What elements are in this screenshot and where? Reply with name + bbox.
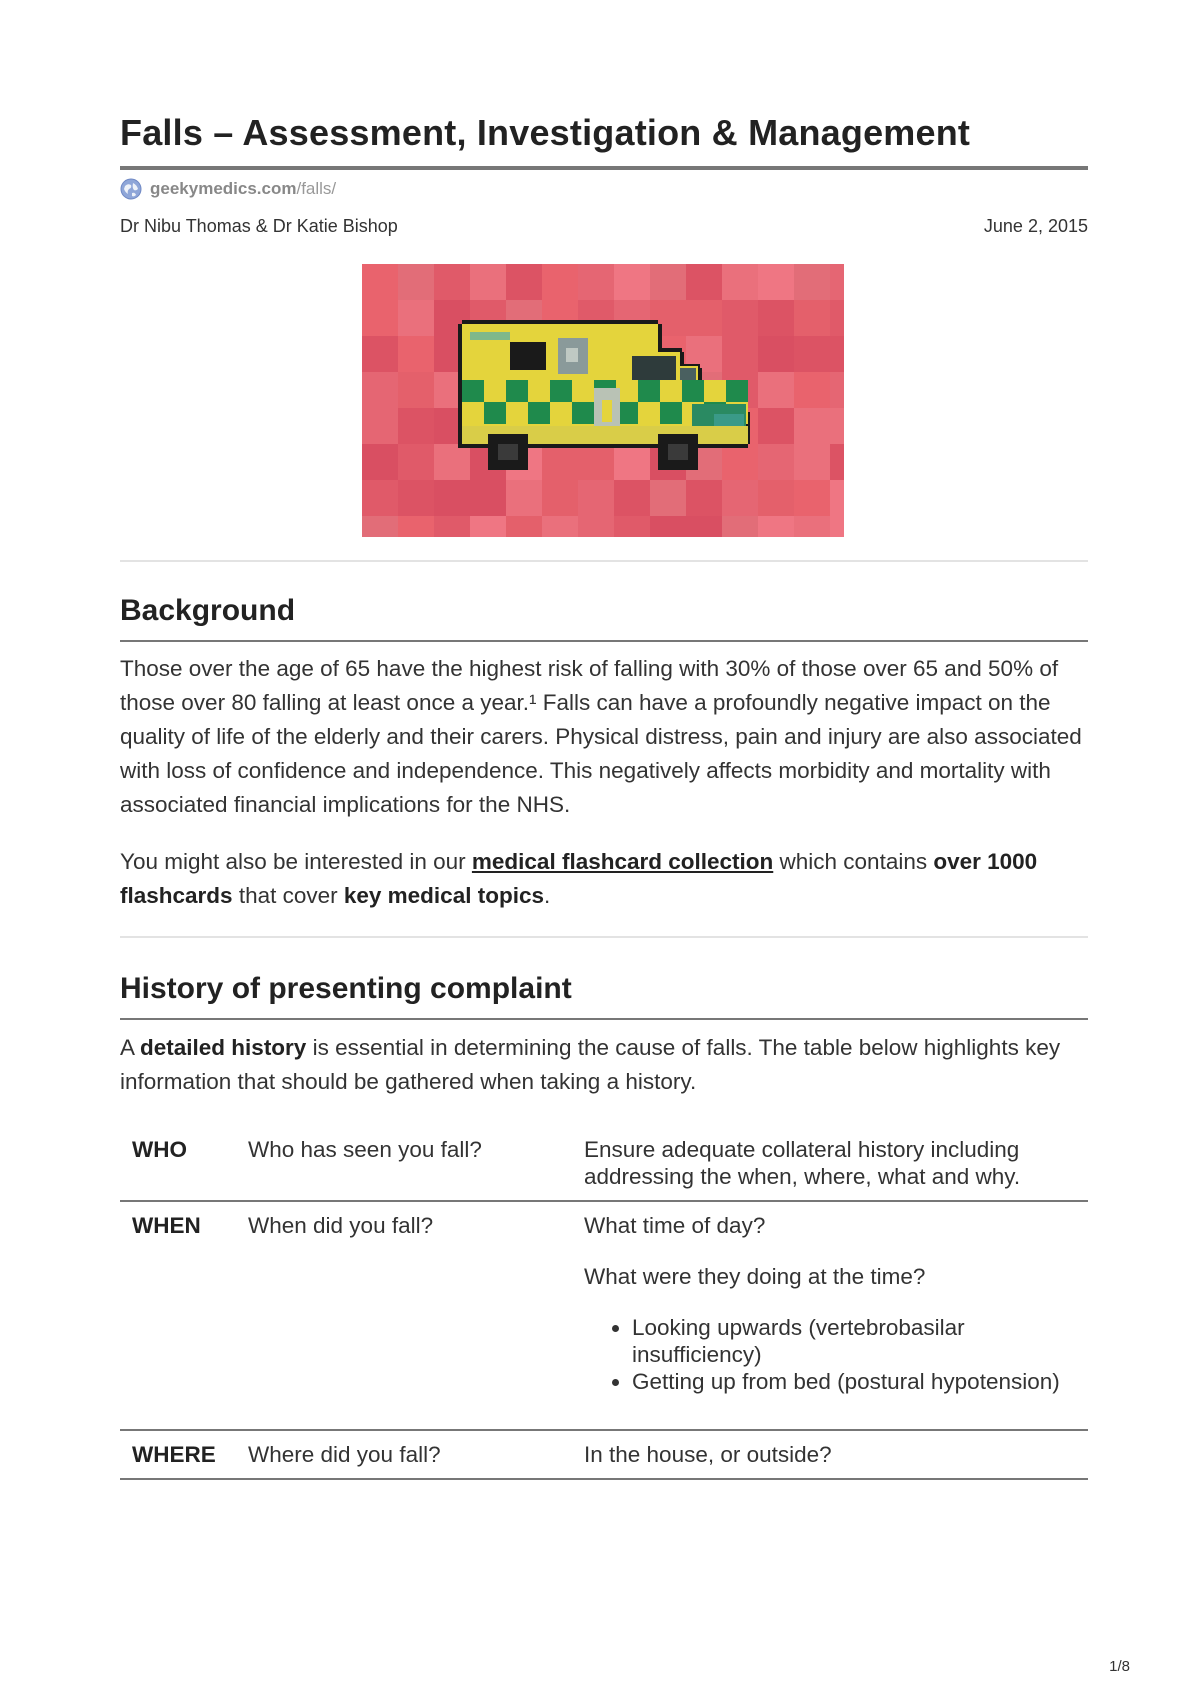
row-key: WHERE: [120, 1430, 236, 1479]
table-row: [120, 1201, 1088, 1430]
row-key: WHEN: [120, 1201, 236, 1430]
row-key: WHO: [132, 1137, 187, 1162]
heading-rule: [120, 640, 1088, 642]
row-detail: In the house, or outside?: [572, 1430, 1088, 1479]
row-question: Who has seen you fall?: [248, 1137, 482, 1162]
list-item: • Getting up from bed (postural hypotension): [632, 1368, 1076, 1395]
article-title: Falls – Assessment, Investigation & Management: [120, 112, 971, 153]
flashcard-collection-link[interactable]: medical flashcard collection: [471, 849, 774, 874]
emphasis: detailed history: [140, 1035, 307, 1060]
history-table: [120, 1126, 1088, 1480]
byline: [120, 216, 1088, 237]
source-link[interactable]: [120, 176, 336, 202]
table-row: [120, 1126, 1088, 1201]
section-divider: [120, 560, 1088, 562]
detail-list: [584, 1314, 1076, 1395]
background-heading: Background: [120, 594, 296, 627]
heading-rule: [120, 1018, 1088, 1020]
table-row: [120, 1430, 1088, 1479]
text: is essential in determining the cause of falls. The table below highlights key information that should be gathered when taking a history.: [120, 1035, 1061, 1094]
hpc-heading: History of presenting complaint: [120, 972, 572, 1005]
list-item: • Looking upwards (vertebrobasilar insufficiency): [632, 1314, 1076, 1368]
hpc-intro: [120, 1031, 1088, 1099]
emphasis: over 1000 flashcards: [120, 849, 1038, 908]
pixel-ambulance-image: [362, 264, 844, 537]
detail-text: What time of day?: [584, 1213, 766, 1238]
authors: Dr Nibu Thomas & Dr Katie Bishop: [120, 216, 398, 236]
detail-text: What were they doing at the time?: [584, 1264, 926, 1289]
section-divider: [120, 936, 1088, 938]
source-domain: geekymedics.com: [150, 179, 297, 198]
row-question: Where did you fall?: [236, 1430, 572, 1479]
text: You might also be interested in our: [120, 849, 472, 874]
text: A: [120, 1035, 141, 1060]
row-question: When did you fall?: [236, 1201, 572, 1430]
row-detail: Ensure adequate collateral history including addressing the when, where, what and why.: [584, 1137, 1021, 1189]
row-detail: [572, 1201, 1088, 1430]
text: .: [543, 883, 551, 908]
emphasis: key medical topics: [343, 883, 544, 908]
page-number: 1/8: [1109, 1658, 1130, 1675]
text: which contains: [773, 849, 934, 874]
text: that cover: [232, 883, 344, 908]
title-divider: [120, 166, 1088, 170]
source-path: /falls/: [296, 179, 337, 198]
background-paragraph: Those over the age of 65 have the highest risk of falling with 30% of those over 65 and 50% of those over 80 falling at least once a year.¹ Falls can have a profoundly negative impact on the quality of life of the elderly and their carers. Physical distress, pain and injury are also associated with loss of confidence and independence. This negatively affects morbidity and mortality with associated financial implications for the NHS.: [120, 656, 1082, 817]
publish-date: June 2, 2015: [983, 216, 1088, 236]
globe-icon: [120, 178, 142, 200]
flashcard-paragraph: [120, 845, 1088, 913]
